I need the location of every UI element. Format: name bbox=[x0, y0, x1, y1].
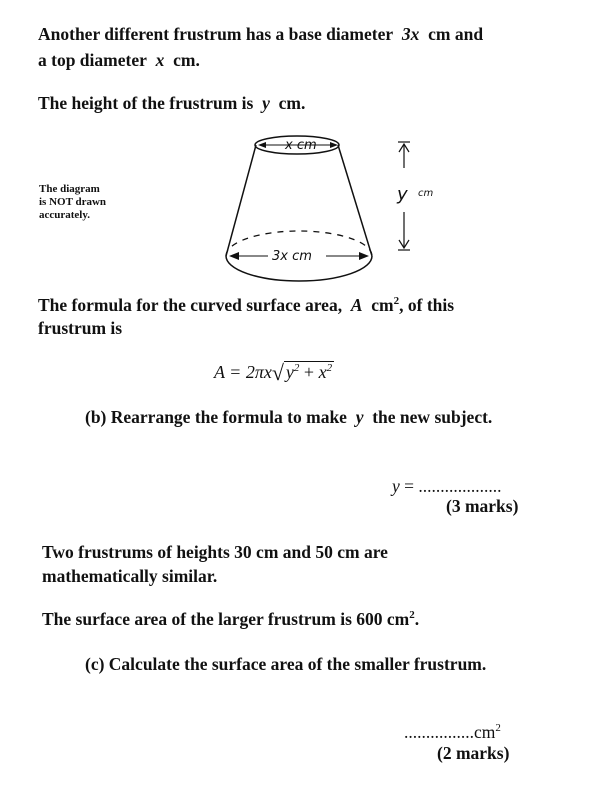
height-sentence: The height of the frustrum is y cm. bbox=[38, 93, 306, 113]
part-c-prompt: (c) Calculate the surface area of the smaller frustrum. bbox=[85, 654, 487, 674]
top-diameter-var: x bbox=[155, 50, 165, 70]
frustum-left-edge bbox=[226, 145, 256, 256]
intro-line-1: Another different frustrum has a base diameter 3x cm and bbox=[38, 24, 484, 44]
frustum-diagram bbox=[0, 0, 590, 300]
height-var: y bbox=[262, 93, 270, 113]
part-c-answer-line[interactable]: $................cm^2$ bbox=[404, 722, 501, 742]
part-b-prompt: (b) Rearrange the formula to make y the new subject. bbox=[85, 407, 493, 427]
base-arrowhead-right bbox=[359, 252, 369, 260]
diagram-note-line: The diagram bbox=[39, 183, 100, 195]
top-arrowhead-right bbox=[330, 142, 338, 148]
part-b-marks: (3 marks) bbox=[446, 496, 519, 516]
base-arrowhead-left bbox=[229, 252, 239, 260]
sqrt-radicand: $y^2 + x^2$ bbox=[285, 362, 333, 382]
height-label-var: y bbox=[397, 184, 408, 205]
diagram-note-line: accurately. bbox=[39, 209, 91, 221]
height-label-unit: cm bbox=[418, 188, 434, 199]
formula-intro-line-2: frustrum is bbox=[38, 318, 123, 338]
similar-line-2: mathematically similar. bbox=[42, 566, 218, 586]
area-var: A bbox=[350, 295, 363, 315]
top-diameter-label: x cm bbox=[285, 138, 317, 153]
similar-line-1: Two frustrums of heights 30 cm and 50 cm are bbox=[42, 542, 388, 562]
intro-line-2: a top diameter x cm. bbox=[38, 50, 200, 70]
base-diameter-label: 3x cm bbox=[272, 249, 312, 264]
frustum-right-edge bbox=[338, 145, 372, 256]
surface-area-formula: A = 2πx√ $y^2 + x^2$ bbox=[214, 360, 333, 385]
part-c-marks: (2 marks) bbox=[437, 743, 510, 763]
part-b-answer-line[interactable]: y = ................... bbox=[392, 476, 502, 496]
formula-intro-line-1: The formula for the curved surface area, A $cm^2$, of this bbox=[38, 295, 455, 315]
similar-line-3: The surface area of the larger frustrum is 600 $cm^2$. bbox=[42, 609, 420, 629]
top-arrowhead-left bbox=[258, 142, 266, 148]
diagram-note-line: is NOT drawn bbox=[39, 196, 107, 208]
base-diameter-var: 3x bbox=[401, 24, 420, 44]
